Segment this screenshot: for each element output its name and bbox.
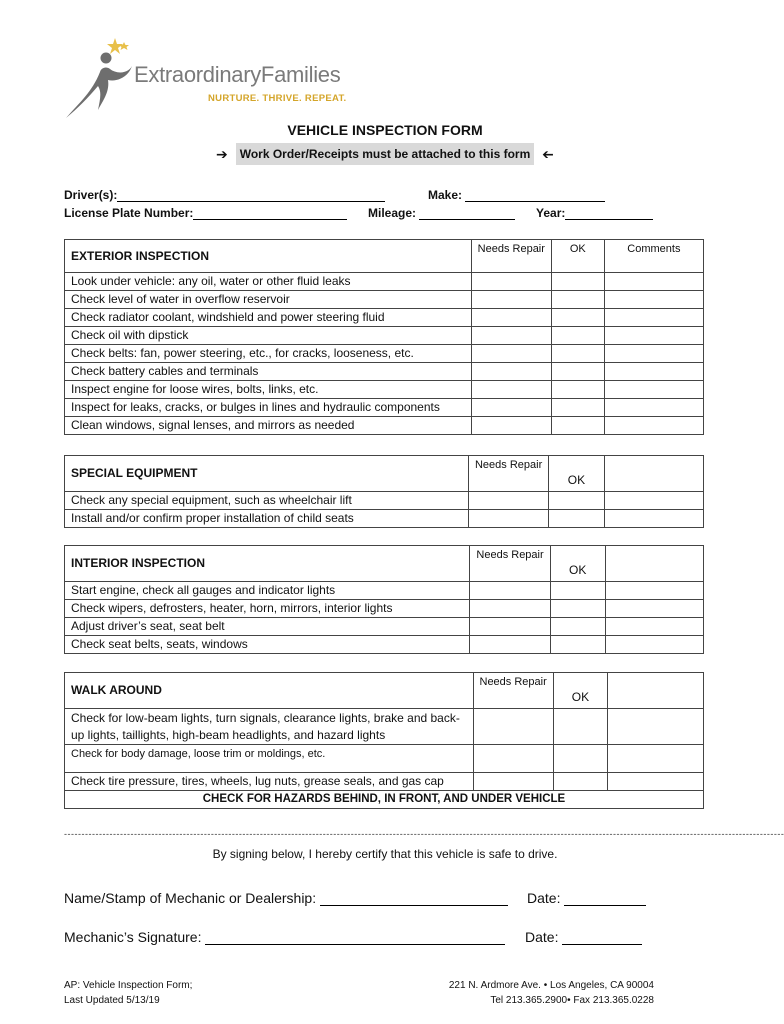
needs-repair-cell[interactable] <box>470 636 550 654</box>
needs-repair-cell[interactable] <box>471 273 551 291</box>
table-row <box>65 492 704 510</box>
needs-repair-header: Needs Repair <box>471 240 551 273</box>
item-label: Check battery cables and terminals <box>65 363 472 381</box>
table-row <box>65 618 704 636</box>
comments-cell[interactable] <box>605 618 703 636</box>
footer-address: 221 N. Ardmore Ave. • Los Angeles, CA 90004 <box>448 980 654 991</box>
comments-cell[interactable] <box>608 709 704 745</box>
ok-header: OK <box>549 456 604 492</box>
item-label: Check radiator coolant, windshield and power steering fluid <box>65 309 472 327</box>
ok-cell[interactable] <box>551 309 604 327</box>
table-row <box>65 363 704 381</box>
item-label: Inspect for leaks, cracks, or bulges in lines and hydraulic components <box>65 399 472 417</box>
ok-cell[interactable] <box>550 636 605 654</box>
table-row <box>65 709 704 745</box>
ok-cell[interactable] <box>551 381 604 399</box>
item-label: Check oil with dipstick <box>65 327 472 345</box>
comments-cell[interactable] <box>604 273 703 291</box>
ok-header: OK <box>551 240 604 273</box>
ok-cell[interactable] <box>551 327 604 345</box>
mechanic-name-line <box>320 891 508 906</box>
walk-around-section <box>64 672 704 809</box>
form-title: VEHICLE INSPECTION FORM <box>287 122 483 138</box>
year-label: Year: <box>536 206 566 220</box>
needs-repair-cell[interactable] <box>471 399 551 417</box>
ok-cell[interactable] <box>551 345 604 363</box>
table-row <box>65 773 704 791</box>
ok-cell[interactable] <box>553 745 607 773</box>
license-label: License Plate Number: <box>64 206 194 220</box>
needs-repair-header: Needs Repair <box>470 546 550 582</box>
table-row <box>65 327 704 345</box>
date-label-2: Date: <box>525 929 559 945</box>
table-row <box>65 510 704 528</box>
comments-cell[interactable] <box>604 417 703 435</box>
comments-header: Comments <box>604 240 703 273</box>
date-line-2 <box>562 930 642 945</box>
mileage-label: Mileage: <box>368 206 417 220</box>
comments-cell[interactable] <box>605 582 703 600</box>
exterior-section <box>64 239 704 435</box>
ok-cell[interactable] <box>551 291 604 309</box>
driver-field[interactable] <box>64 188 385 202</box>
needs-repair-cell[interactable] <box>470 600 550 618</box>
needs-repair-cell[interactable] <box>471 345 551 363</box>
mechanic-signature-label: Mechanic’s Signature: <box>64 929 202 945</box>
ok-cell[interactable] <box>550 600 605 618</box>
driver-line <box>117 189 385 202</box>
comments-cell[interactable] <box>604 399 703 417</box>
needs-repair-header: Needs Repair <box>473 673 553 709</box>
ok-cell[interactable] <box>553 709 607 745</box>
item-label: Adjust driver’s seat, seat belt <box>65 618 470 636</box>
table-row <box>65 273 704 291</box>
needs-repair-cell[interactable] <box>471 309 551 327</box>
item-label: Check seat belts, seats, windows <box>65 636 470 654</box>
needs-repair-cell[interactable] <box>473 773 553 791</box>
item-label: Check any special equipment, such as wheelchair lift <box>65 492 469 510</box>
divider: -------------------------------------------------------------------------------------------------------------------------------------------------------------------------------------------------------------- <box>64 829 784 839</box>
table-row <box>65 399 704 417</box>
item-label: Check wipers, defrosters, heater, horn, mirrors, interior lights <box>65 600 470 618</box>
needs-repair-cell[interactable] <box>471 381 551 399</box>
item-label: Check belts: fan, power steering, etc., for cracks, looseness, etc. <box>65 345 472 363</box>
needs-repair-cell[interactable] <box>471 327 551 345</box>
make-label: Make: <box>428 188 463 202</box>
ok-cell[interactable] <box>553 773 607 791</box>
special-title: SPECIAL EQUIPMENT <box>65 456 469 492</box>
needs-repair-cell[interactable] <box>470 618 550 636</box>
driver-label: Driver(s): <box>64 188 118 202</box>
year-field[interactable] <box>536 206 653 220</box>
logo-name: ExtraordinaryFamilies <box>134 62 341 87</box>
mechanic-name-field[interactable] <box>64 890 508 906</box>
needs-repair-cell[interactable] <box>468 492 548 510</box>
arrow-left-icon: ➔ <box>542 146 554 163</box>
table-row <box>65 309 704 327</box>
mechanic-signature-field[interactable] <box>64 929 505 945</box>
attach-note-row <box>0 143 770 165</box>
comments-cell[interactable] <box>605 636 703 654</box>
needs-repair-cell[interactable] <box>471 363 551 381</box>
comments-cell[interactable] <box>604 363 703 381</box>
needs-repair-cell[interactable] <box>473 709 553 745</box>
item-label: Look under vehicle: any oil, water or other fluid leaks <box>65 273 472 291</box>
table-row <box>65 381 704 399</box>
footer-right <box>449 978 654 1008</box>
table-row <box>65 745 704 773</box>
make-field[interactable] <box>428 188 605 202</box>
item-label: Check tire pressure, tires, wheels, lug nuts, grease seals, and gas cap <box>65 773 474 791</box>
needs-repair-cell[interactable] <box>470 582 550 600</box>
ok-cell[interactable] <box>551 363 604 381</box>
mechanic-name-label: Name/Stamp of Mechanic or Dealership: <box>64 890 317 906</box>
comments-cell[interactable] <box>605 600 703 618</box>
date-label-1: Date: <box>527 890 561 906</box>
hazard-row <box>65 791 704 809</box>
ok-cell[interactable] <box>549 492 604 510</box>
logo-tagline: NURTURE. THRIVE. REPEAT. <box>208 93 347 104</box>
needs-repair-cell[interactable] <box>471 417 551 435</box>
ok-cell[interactable] <box>550 582 605 600</box>
ok-header: OK <box>550 546 605 582</box>
needs-repair-cell[interactable] <box>468 510 548 528</box>
item-label: Check for body damage, loose trim or moldings, etc. <box>65 745 474 773</box>
interior-section <box>64 545 704 654</box>
footer-form-name: AP: Vehicle Inspection Form; <box>64 980 193 991</box>
interior-title: INTERIOR INSPECTION <box>65 546 470 582</box>
date-line-1 <box>564 891 646 906</box>
footer-updated: Last Updated 5/13/19 <box>64 995 160 1006</box>
ok-cell[interactable] <box>551 273 604 291</box>
footer-left <box>64 978 192 1008</box>
ok-cell[interactable] <box>549 510 604 528</box>
item-label: Install and/or confirm proper installation of child seats <box>65 510 469 528</box>
mileage-line <box>419 207 515 220</box>
hazard-text: CHECK FOR HAZARDS BEHIND, IN FRONT, AND UNDER VEHICLE <box>65 791 704 809</box>
comments-cell[interactable] <box>604 291 703 309</box>
comments-cell[interactable] <box>604 345 703 363</box>
item-label: Start engine, check all gauges and indicator lights <box>65 582 470 600</box>
comments-cell[interactable] <box>604 510 703 528</box>
special-section <box>64 455 704 528</box>
item-label: Inspect engine for loose wires, bolts, links, etc. <box>65 381 472 399</box>
item-label: Check for low-beam lights, turn signals, clearance lights, brake and back-up lights, taillights, high-beam headlights, and hazard lights <box>65 709 474 745</box>
comments-cell[interactable] <box>608 773 704 791</box>
table-row <box>65 582 704 600</box>
make-line <box>465 189 605 202</box>
arrow-right-icon: ➔ <box>216 146 228 163</box>
date-field-1[interactable] <box>527 890 646 906</box>
ok-cell[interactable] <box>551 399 604 417</box>
comments-cell[interactable] <box>604 381 703 399</box>
comments-header <box>608 673 704 709</box>
ok-cell[interactable] <box>551 417 604 435</box>
comments-header <box>605 546 703 582</box>
exterior-title: EXTERIOR INSPECTION <box>65 240 472 273</box>
comments-cell[interactable] <box>608 745 704 773</box>
ok-cell[interactable] <box>550 618 605 636</box>
needs-repair-cell[interactable] <box>473 745 553 773</box>
ok-header: OK <box>553 673 607 709</box>
table-row <box>65 417 704 435</box>
license-field[interactable] <box>64 206 347 220</box>
walk-around-title: WALK AROUND <box>65 673 474 709</box>
comments-cell[interactable] <box>604 309 703 327</box>
table-row <box>65 345 704 363</box>
date-field-2[interactable] <box>525 929 642 945</box>
table-row <box>65 636 704 654</box>
comments-cell[interactable] <box>604 327 703 345</box>
year-line <box>565 207 653 220</box>
mechanic-signature-line <box>205 930 505 945</box>
comments-cell[interactable] <box>604 492 703 510</box>
needs-repair-header: Needs Repair <box>468 456 548 492</box>
attach-note: Work Order/Receipts must be attached to this form <box>236 143 535 165</box>
footer-phone: Tel 213.365.2900• Fax 213.365.0228 <box>490 995 654 1006</box>
item-label: Check level of water in overflow reservoir <box>65 291 472 309</box>
needs-repair-cell[interactable] <box>471 291 551 309</box>
license-line <box>193 207 347 220</box>
certify-text: By signing below, I hereby certify that this vehicle is safe to drive. <box>212 847 558 861</box>
table-row <box>65 600 704 618</box>
mileage-field[interactable] <box>368 206 515 220</box>
table-row <box>65 291 704 309</box>
comments-header <box>604 456 703 492</box>
item-label: Clean windows, signal lenses, and mirrors as needed <box>65 417 472 435</box>
